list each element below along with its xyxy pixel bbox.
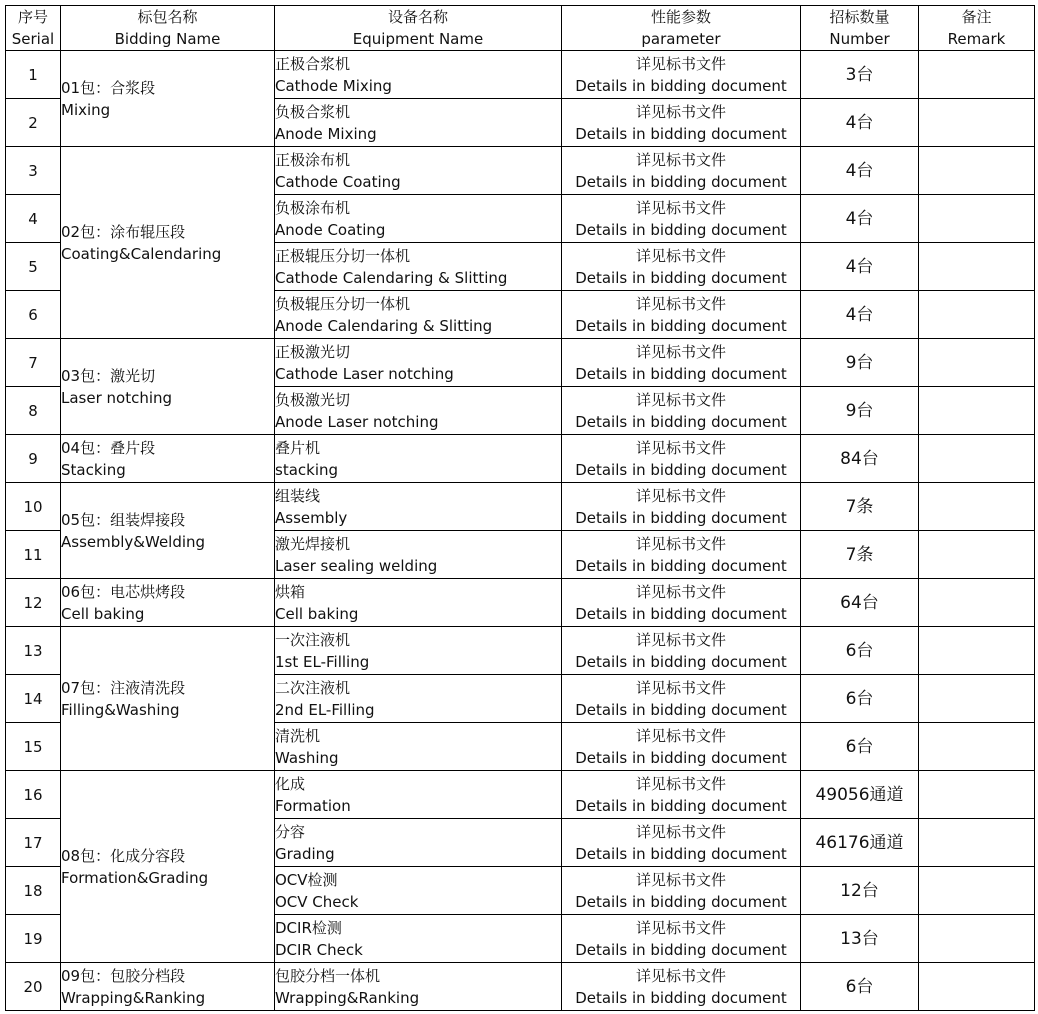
equipment-name-zh: 负极涂布机 bbox=[275, 198, 351, 217]
parameter-cell bbox=[562, 531, 801, 579]
equipment-name-en: Laser sealing welding bbox=[275, 556, 438, 575]
equipment-name-zh: 正极合浆机 bbox=[275, 54, 351, 73]
remark-cell bbox=[919, 579, 1035, 627]
equipment-name-zh: 化成 bbox=[275, 774, 306, 793]
parameter-cell bbox=[562, 99, 801, 147]
header-bidding-en: Bidding Name bbox=[114, 30, 221, 48]
serial-cell: 17 bbox=[6, 819, 61, 867]
header-bidding-zh: 标包名称 bbox=[137, 8, 198, 26]
bidding-package-cell bbox=[61, 339, 275, 435]
remark-cell bbox=[919, 675, 1035, 723]
parameter-zh: 详见标书文件 bbox=[635, 822, 726, 841]
parameter-cell bbox=[562, 723, 801, 771]
parameter-en: Details in bidding document bbox=[575, 796, 787, 815]
bidding-package-cell bbox=[61, 627, 275, 771]
equipment-name-en: Formation bbox=[275, 796, 351, 815]
equipment-name-en: Anode Coating bbox=[275, 220, 386, 239]
bidding-package-cell bbox=[61, 483, 275, 579]
quantity-cell: 9台 bbox=[801, 339, 919, 387]
parameter-cell bbox=[562, 819, 801, 867]
table-row bbox=[6, 579, 1035, 627]
equipment-name-cell bbox=[275, 147, 562, 195]
equipment-name-cell bbox=[275, 579, 562, 627]
serial-cell: 20 bbox=[6, 963, 61, 1011]
equipment-name-en: Anode Laser notching bbox=[275, 412, 439, 431]
parameter-en: Details in bidding document bbox=[575, 172, 787, 191]
parameter-zh: 详见标书文件 bbox=[635, 678, 726, 697]
parameter-en: Details in bidding document bbox=[575, 508, 787, 527]
equipment-name-en: Cathode Laser notching bbox=[275, 364, 454, 383]
equipment-name-zh: 分容 bbox=[275, 822, 306, 841]
parameter-en: Details in bidding document bbox=[575, 988, 787, 1007]
remark-cell bbox=[919, 435, 1035, 483]
equipment-name-en: Cathode Coating bbox=[275, 172, 401, 191]
header-equipment-en: Equipment Name bbox=[352, 30, 484, 48]
parameter-zh: 详见标书文件 bbox=[635, 966, 726, 985]
quantity-cell: 6台 bbox=[801, 723, 919, 771]
serial-cell: 7 bbox=[6, 339, 61, 387]
header-remark bbox=[919, 6, 1035, 51]
equipment-name-cell bbox=[275, 819, 562, 867]
equipment-name-cell bbox=[275, 243, 562, 291]
serial-cell: 14 bbox=[6, 675, 61, 723]
remark-cell bbox=[919, 819, 1035, 867]
quantity-cell: 84台 bbox=[801, 435, 919, 483]
header-bidding-name bbox=[61, 6, 275, 51]
parameter-zh: 详见标书文件 bbox=[635, 630, 726, 649]
equipment-name-cell bbox=[275, 723, 562, 771]
parameter-cell bbox=[562, 339, 801, 387]
serial-cell: 8 bbox=[6, 387, 61, 435]
equipment-name-en: Grading bbox=[275, 844, 335, 863]
bidding-package-cell bbox=[61, 147, 275, 339]
table-header-row bbox=[6, 6, 1035, 51]
serial-cell: 10 bbox=[6, 483, 61, 531]
quantity-cell: 6台 bbox=[801, 675, 919, 723]
serial-cell: 5 bbox=[6, 243, 61, 291]
remark-cell bbox=[919, 963, 1035, 1011]
table-row bbox=[6, 627, 1035, 675]
serial-cell: 1 bbox=[6, 51, 61, 99]
remark-cell bbox=[919, 867, 1035, 915]
parameter-en: Details in bidding document bbox=[575, 940, 787, 959]
equipment-name-en: Cathode Calendaring & Slitting bbox=[275, 268, 508, 287]
parameter-en: Details in bidding document bbox=[575, 556, 787, 575]
parameter-en: Details in bidding document bbox=[575, 220, 787, 239]
header-serial-en: Serial bbox=[11, 30, 55, 48]
equipment-name-en: OCV Check bbox=[275, 892, 359, 911]
quantity-cell: 49056通道 bbox=[801, 771, 919, 819]
parameter-en: Details in bidding document bbox=[575, 316, 787, 335]
remark-cell bbox=[919, 147, 1035, 195]
parameter-en: Details in bidding document bbox=[575, 76, 787, 95]
bidding-package-en: Mixing bbox=[61, 100, 111, 119]
bidding-package-zh: 07包：注液清洗段 bbox=[61, 678, 186, 697]
equipment-name-zh: 组装线 bbox=[275, 486, 321, 505]
quantity-cell: 7条 bbox=[801, 483, 919, 531]
equipment-name-zh: 负极合浆机 bbox=[275, 102, 351, 121]
equipment-name-cell bbox=[275, 867, 562, 915]
quantity-cell: 64台 bbox=[801, 579, 919, 627]
equipment-name-en: Anode Mixing bbox=[275, 124, 377, 143]
bidding-package-zh: 05包：组装焊接段 bbox=[61, 510, 186, 529]
equipment-name-cell bbox=[275, 675, 562, 723]
remark-cell bbox=[919, 243, 1035, 291]
parameter-en: Details in bidding document bbox=[575, 412, 787, 431]
serial-cell: 4 bbox=[6, 195, 61, 243]
parameter-zh: 详见标书文件 bbox=[635, 198, 726, 217]
bidding-package-zh: 08包：化成分容段 bbox=[61, 846, 186, 865]
equipment-name-zh: 激光焊接机 bbox=[275, 534, 351, 553]
bidding-package-en: Coating&Calendaring bbox=[61, 244, 222, 263]
parameter-en: Details in bidding document bbox=[575, 892, 787, 911]
equipment-name-zh: 包胶分档一体机 bbox=[275, 966, 381, 985]
bidding-package-cell bbox=[61, 435, 275, 483]
parameter-cell bbox=[562, 51, 801, 99]
equipment-name-cell bbox=[275, 291, 562, 339]
serial-cell: 13 bbox=[6, 627, 61, 675]
quantity-cell: 12台 bbox=[801, 867, 919, 915]
parameter-zh: 详见标书文件 bbox=[635, 294, 726, 313]
parameter-cell bbox=[562, 963, 801, 1011]
quantity-cell: 4台 bbox=[801, 195, 919, 243]
remark-cell bbox=[919, 291, 1035, 339]
remark-cell bbox=[919, 387, 1035, 435]
parameter-zh: 详见标书文件 bbox=[635, 918, 726, 937]
bidding-table bbox=[5, 5, 1035, 1011]
parameter-en: Details in bidding document bbox=[575, 652, 787, 671]
equipment-name-en: DCIR Check bbox=[275, 940, 363, 959]
equipment-name-cell bbox=[275, 387, 562, 435]
parameter-zh: 详见标书文件 bbox=[635, 342, 726, 361]
header-serial bbox=[6, 6, 61, 51]
parameter-zh: 详见标书文件 bbox=[635, 582, 726, 601]
quantity-cell: 13台 bbox=[801, 915, 919, 963]
equipment-name-cell bbox=[275, 99, 562, 147]
equipment-name-cell bbox=[275, 435, 562, 483]
bidding-package-en: Wrapping&Ranking bbox=[61, 988, 206, 1007]
equipment-name-en: Cathode Mixing bbox=[275, 76, 392, 95]
bidding-package-en: Laser notching bbox=[61, 388, 173, 407]
remark-cell bbox=[919, 339, 1035, 387]
quantity-cell: 4台 bbox=[801, 243, 919, 291]
equipment-name-cell bbox=[275, 915, 562, 963]
equipment-name-en: Assembly bbox=[275, 508, 348, 527]
equipment-name-zh: 正极涂布机 bbox=[275, 150, 351, 169]
remark-cell bbox=[919, 723, 1035, 771]
remark-cell bbox=[919, 99, 1035, 147]
equipment-name-en: Cell baking bbox=[275, 604, 359, 623]
header-number-zh: 招标数量 bbox=[829, 8, 890, 26]
parameter-zh: 详见标书文件 bbox=[635, 54, 726, 73]
parameter-zh: 详见标书文件 bbox=[635, 150, 726, 169]
parameter-cell bbox=[562, 387, 801, 435]
equipment-name-cell bbox=[275, 771, 562, 819]
header-remark-zh: 备注 bbox=[961, 8, 992, 26]
quantity-cell: 6台 bbox=[801, 627, 919, 675]
header-remark-en: Remark bbox=[947, 30, 1006, 48]
quantity-cell: 9台 bbox=[801, 387, 919, 435]
header-number-en: Number bbox=[829, 30, 890, 48]
equipment-name-zh: 一次注液机 bbox=[275, 630, 351, 649]
remark-cell bbox=[919, 51, 1035, 99]
parameter-en: Details in bidding document bbox=[575, 844, 787, 863]
table-row bbox=[6, 963, 1035, 1011]
header-equipment-zh: 设备名称 bbox=[387, 8, 448, 26]
parameter-zh: 详见标书文件 bbox=[635, 870, 726, 889]
serial-cell: 11 bbox=[6, 531, 61, 579]
equipment-name-zh: 清洗机 bbox=[275, 726, 321, 745]
remark-cell bbox=[919, 483, 1035, 531]
serial-cell: 9 bbox=[6, 435, 61, 483]
bidding-package-zh: 04包：叠片段 bbox=[61, 438, 156, 457]
table-row bbox=[6, 435, 1035, 483]
serial-cell: 3 bbox=[6, 147, 61, 195]
quantity-cell: 4台 bbox=[801, 291, 919, 339]
parameter-en: Details in bidding document bbox=[575, 700, 787, 719]
parameter-zh: 详见标书文件 bbox=[635, 102, 726, 121]
serial-cell: 2 bbox=[6, 99, 61, 147]
header-number bbox=[801, 6, 919, 51]
remark-cell bbox=[919, 195, 1035, 243]
parameter-cell bbox=[562, 147, 801, 195]
parameter-en: Details in bidding document bbox=[575, 748, 787, 767]
quantity-cell: 46176通道 bbox=[801, 819, 919, 867]
quantity-cell: 4台 bbox=[801, 99, 919, 147]
parameter-cell bbox=[562, 579, 801, 627]
table-row bbox=[6, 147, 1035, 195]
parameter-cell bbox=[562, 243, 801, 291]
equipment-name-cell bbox=[275, 627, 562, 675]
table-row bbox=[6, 771, 1035, 819]
parameter-cell bbox=[562, 291, 801, 339]
quantity-cell: 7条 bbox=[801, 531, 919, 579]
serial-cell: 12 bbox=[6, 579, 61, 627]
equipment-name-zh: DCIR检测 bbox=[275, 918, 342, 937]
remark-cell bbox=[919, 627, 1035, 675]
bidding-package-cell bbox=[61, 579, 275, 627]
equipment-name-zh: 叠片机 bbox=[275, 438, 321, 457]
equipment-name-zh: 负极激光切 bbox=[275, 390, 351, 409]
quantity-cell: 3台 bbox=[801, 51, 919, 99]
equipment-name-en: Anode Calendaring & Slitting bbox=[275, 316, 493, 335]
bidding-package-zh: 01包：合浆段 bbox=[61, 78, 156, 97]
bidding-package-zh: 06包：电芯烘烤段 bbox=[61, 582, 186, 601]
equipment-name-zh: 正极激光切 bbox=[275, 342, 351, 361]
parameter-cell bbox=[562, 675, 801, 723]
parameter-zh: 详见标书文件 bbox=[635, 486, 726, 505]
quantity-cell: 6台 bbox=[801, 963, 919, 1011]
equipment-name-en: 2nd EL-Filling bbox=[275, 700, 375, 719]
parameter-en: Details in bidding document bbox=[575, 460, 787, 479]
parameter-zh: 详见标书文件 bbox=[635, 438, 726, 457]
serial-cell: 15 bbox=[6, 723, 61, 771]
quantity-cell: 4台 bbox=[801, 147, 919, 195]
equipment-name-en: Washing bbox=[275, 748, 339, 767]
equipment-name-cell bbox=[275, 195, 562, 243]
bidding-package-en: Cell baking bbox=[61, 604, 145, 623]
parameter-en: Details in bidding document bbox=[575, 364, 787, 383]
parameter-cell bbox=[562, 627, 801, 675]
serial-cell: 6 bbox=[6, 291, 61, 339]
equipment-name-cell bbox=[275, 51, 562, 99]
parameter-cell bbox=[562, 195, 801, 243]
parameter-cell bbox=[562, 867, 801, 915]
parameter-cell bbox=[562, 771, 801, 819]
equipment-name-cell bbox=[275, 483, 562, 531]
bidding-package-en: Filling&Washing bbox=[61, 700, 180, 719]
parameter-cell bbox=[562, 435, 801, 483]
table-row bbox=[6, 51, 1035, 99]
bidding-package-zh: 03包：激光切 bbox=[61, 366, 156, 385]
serial-cell: 19 bbox=[6, 915, 61, 963]
parameter-en: Details in bidding document bbox=[575, 124, 787, 143]
serial-cell: 16 bbox=[6, 771, 61, 819]
header-parameter bbox=[562, 6, 801, 51]
header-equipment-name bbox=[275, 6, 562, 51]
remark-cell bbox=[919, 915, 1035, 963]
header-serial-zh: 序号 bbox=[17, 8, 48, 26]
parameter-cell bbox=[562, 483, 801, 531]
bidding-package-cell bbox=[61, 51, 275, 147]
equipment-name-zh: 负极辊压分切一体机 bbox=[275, 294, 411, 313]
equipment-name-en: stacking bbox=[275, 460, 339, 479]
bidding-package-en: Formation&Grading bbox=[61, 868, 209, 887]
header-parameter-zh: 性能参数 bbox=[650, 8, 711, 26]
header-parameter-en: parameter bbox=[641, 30, 721, 48]
equipment-name-cell bbox=[275, 963, 562, 1011]
parameter-zh: 详见标书文件 bbox=[635, 390, 726, 409]
remark-cell bbox=[919, 771, 1035, 819]
bidding-package-en: Stacking bbox=[61, 460, 126, 479]
equipment-name-en: 1st EL-Filling bbox=[275, 652, 370, 671]
bidding-package-en: Assembly&Welding bbox=[61, 532, 206, 551]
equipment-name-en: Wrapping&Ranking bbox=[275, 988, 420, 1007]
equipment-name-cell bbox=[275, 531, 562, 579]
equipment-name-zh: 正极辊压分切一体机 bbox=[275, 246, 411, 265]
parameter-zh: 详见标书文件 bbox=[635, 726, 726, 745]
bidding-package-zh: 09包：包胶分档段 bbox=[61, 966, 186, 985]
equipment-name-zh: OCV检测 bbox=[275, 870, 338, 889]
equipment-name-zh: 烘箱 bbox=[275, 582, 306, 601]
table-row bbox=[6, 483, 1035, 531]
parameter-zh: 详见标书文件 bbox=[635, 774, 726, 793]
serial-cell: 18 bbox=[6, 867, 61, 915]
equipment-name-cell bbox=[275, 339, 562, 387]
parameter-cell bbox=[562, 915, 801, 963]
parameter-en: Details in bidding document bbox=[575, 268, 787, 287]
parameter-zh: 详见标书文件 bbox=[635, 246, 726, 265]
table-body bbox=[6, 51, 1035, 1011]
table-row bbox=[6, 339, 1035, 387]
bidding-package-cell bbox=[61, 963, 275, 1011]
equipment-name-zh: 二次注液机 bbox=[275, 678, 351, 697]
parameter-en: Details in bidding document bbox=[575, 604, 787, 623]
bidding-package-cell bbox=[61, 771, 275, 963]
parameter-zh: 详见标书文件 bbox=[635, 534, 726, 553]
bidding-package-zh: 02包：涂布辊压段 bbox=[61, 222, 186, 241]
remark-cell bbox=[919, 531, 1035, 579]
